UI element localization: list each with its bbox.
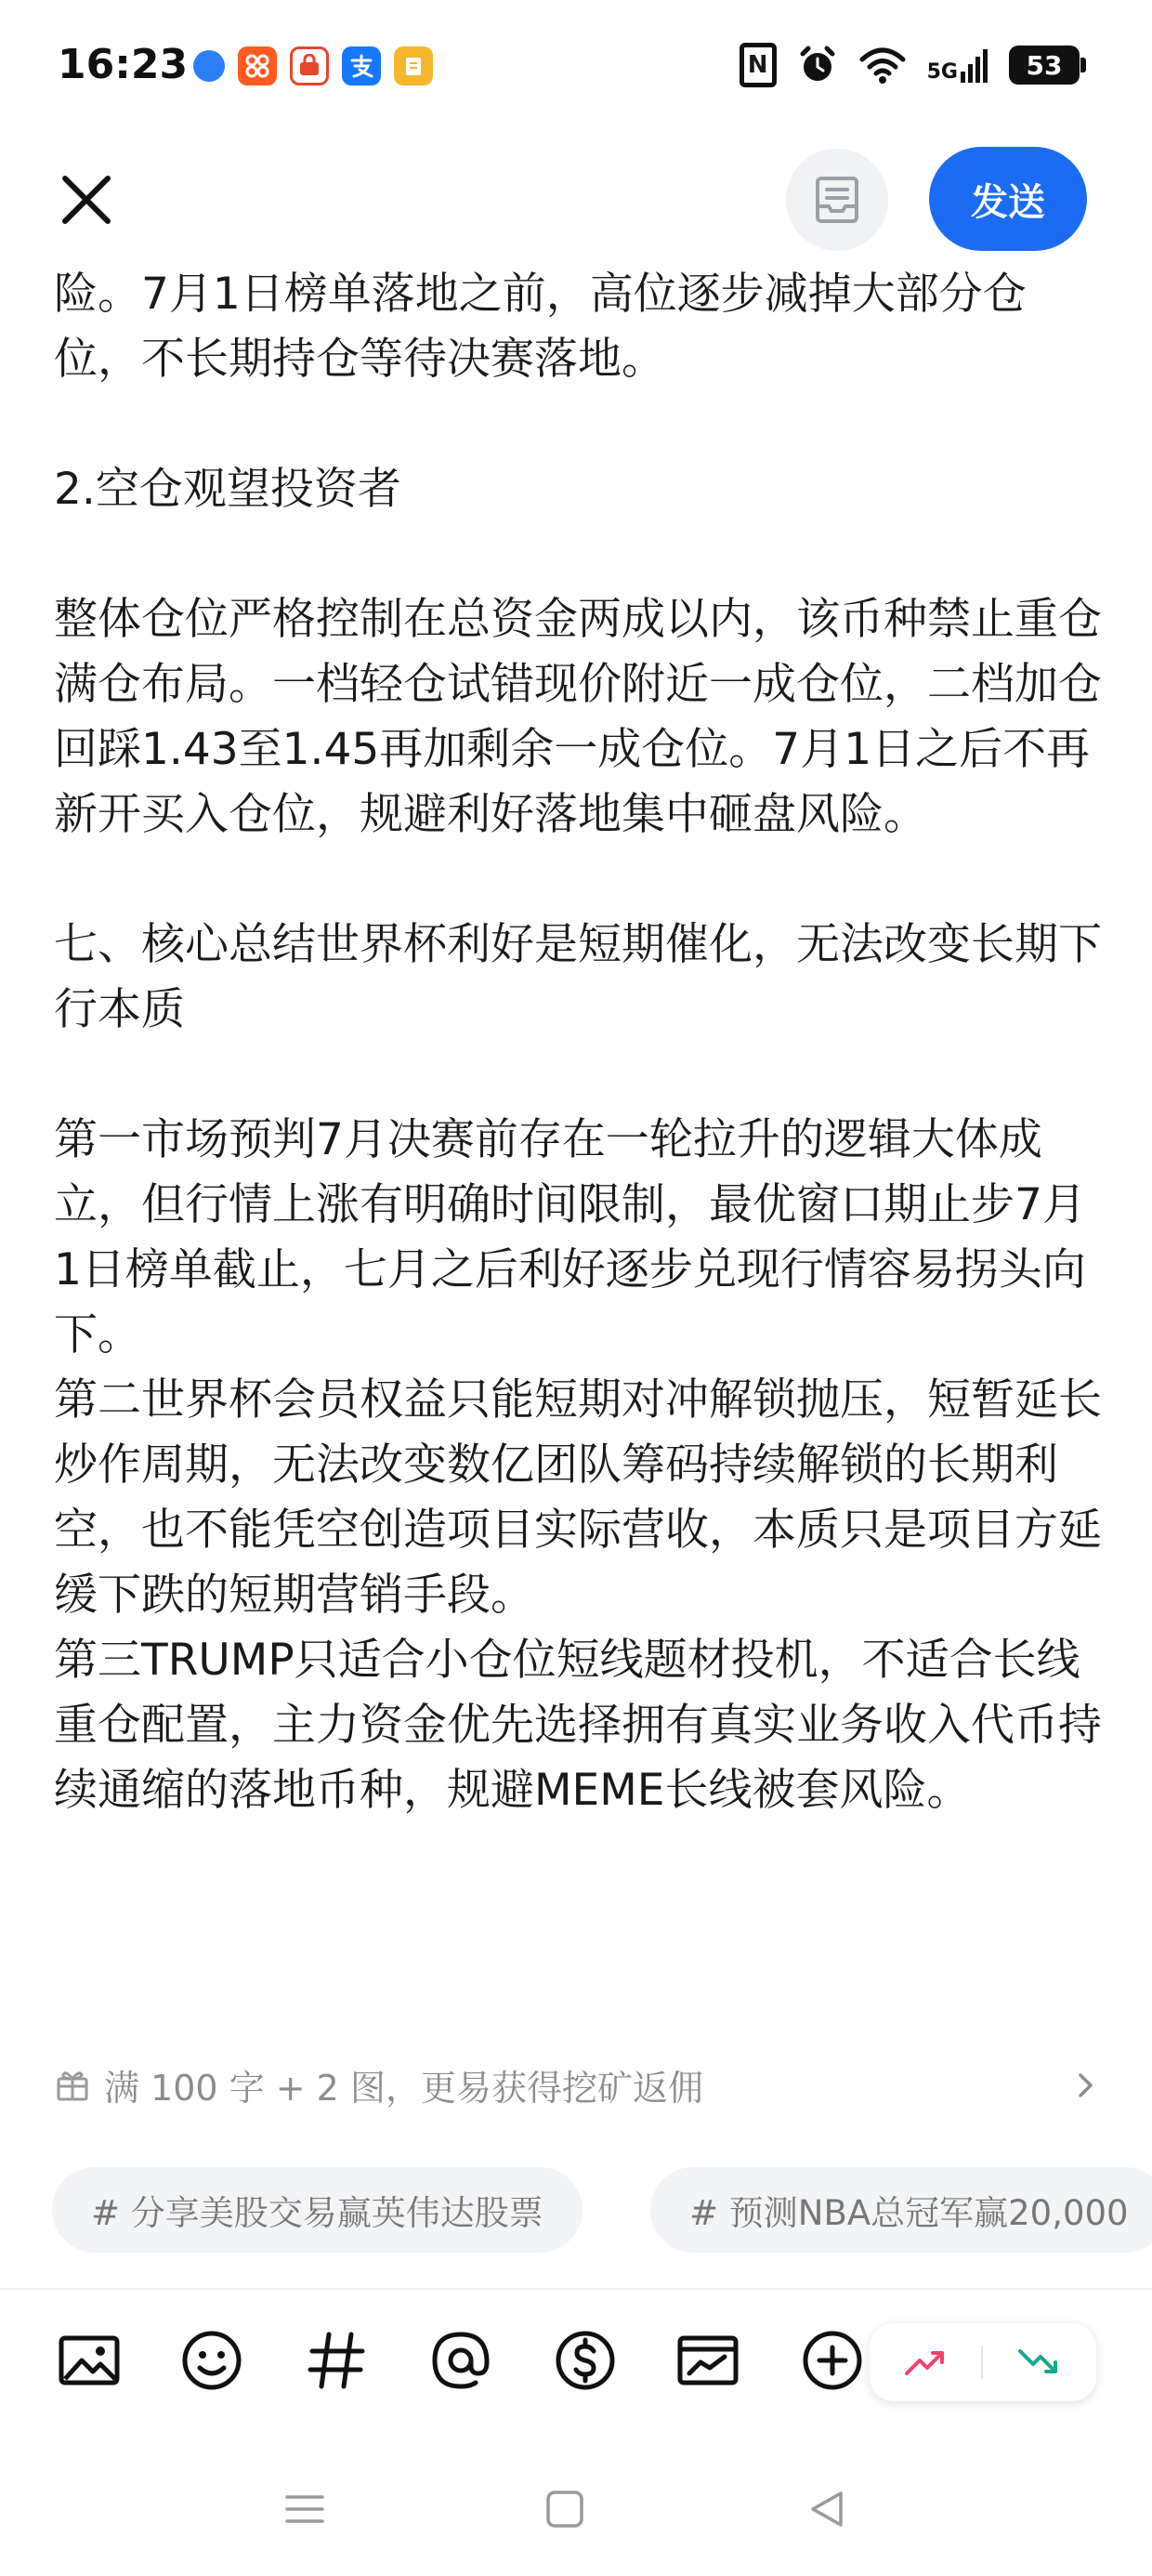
nav-home-button[interactable] [537,2481,593,2537]
editor-paragraph-3: 整体仓位严格控制在总资金两成以内，该币种禁止重仓满仓布局。一档轻仓试错现价附近一成仓位，二档加仓回踩1.43至1.45再加剩余一成仓位。7月1日之后不再新开买入仓位，规避利好落地集中砸盘风险。 [54,594,1102,840]
alipay-icon [342,46,381,85]
chart-card-icon [674,2327,741,2394]
wifi-icon [858,46,907,84]
topic-chip-nba[interactable]: # 预测NBA总冠军赢20,000 [650,2167,1152,2253]
editor-blank-line [54,1043,1104,1108]
insert-image-button[interactable] [52,2323,126,2398]
status-bar [0,0,1152,130]
gift-icon [54,2066,91,2103]
editor-paragraph-1: 险。7月1日榜单落地之前，高位逐步减掉大部分仓位，不长期持仓等待决赛落地。 [54,269,1027,385]
bullish-button[interactable] [870,2323,981,2401]
toolbar-divider [0,2288,1152,2290]
editor-blank-line [54,522,1104,587]
browser-icon [193,50,225,82]
alarm-icon [797,45,838,85]
nav-back-button[interactable] [799,2481,855,2537]
editor-paragraph-2: 2.空仓观望投资者 [54,464,401,515]
sentiment-toggle [870,2323,1096,2401]
rebate-hint-text: 满 100 字 + 2 图，更易获得挖矿返佣 [104,2067,703,2109]
editor-paragraph-7: 第三TRUMP只适合小仓位短线题材投机，不适合长线重仓配置，主力资金优先选择拥有真实业务收入代币持续通缩的落地币种，规避MEME长线被套风险。 [54,1635,1102,1816]
notification-icons [193,46,433,85]
back-triangle-icon [804,2486,850,2532]
dollar-coin-icon [552,2327,619,2394]
hashtag-icon [303,2327,370,2394]
post-editor[interactable] [54,262,1104,1823]
image-icon [56,2327,123,2394]
topic-suggestions [52,2167,1152,2253]
insert-topic-button[interactable] [299,2323,373,2398]
plus-circle-icon [799,2327,866,2394]
system-icons [740,43,1080,87]
drafts-inbox-icon [810,173,864,227]
trend-down-icon [1016,2344,1061,2381]
topic-chip-nvidia[interactable]: # 分享美股交易赢英伟达股票 [52,2167,583,2253]
trend-up-icon [903,2344,948,2381]
network-type: 5G [926,60,958,84]
editor-paragraph-6: 第二世界杯会员权益只能短期对冲解锁抛压，短暂延长炒作周期，无法改变数亿团队筹码持续解锁的长期利空，也不能凭空创造项目实际营收，本质只是项目方延缓下跌的短期营销手段。 [54,1374,1102,1621]
menu-icon [281,2486,328,2532]
battery-icon: 53 [1009,46,1080,85]
editor-paragraph-5: 第一市场预判7月决赛前存在一轮拉升的逻辑大体成立，但行情上涨有明确时间限制，最优窗口期止步7月1日榜单截止，七月之后利好逐步兑现行情容易拐头向下。 [54,1114,1086,1360]
clock-time: 16:23 [58,41,189,88]
rebate-hint-row[interactable] [54,2052,1104,2117]
send-button[interactable]: 发送 [929,147,1087,251]
insert-chart-button[interactable] [671,2323,745,2398]
app-grid-icon [238,46,277,85]
mention-button[interactable] [424,2323,498,2398]
shopping-icon [290,46,329,85]
insert-coin-button[interactable] [548,2323,622,2398]
cellular-signal-icon [927,47,988,83]
notes-icon [394,46,433,85]
home-square-icon [542,2486,588,2532]
insert-emoji-button[interactable] [175,2323,249,2398]
close-icon [54,167,119,232]
at-mention-icon [427,2327,494,2394]
close-button[interactable] [54,167,119,232]
drafts-button[interactable] [786,149,888,251]
nfc-icon: N [740,43,777,87]
nav-menu-button[interactable] [277,2481,333,2537]
more-options-button[interactable] [795,2323,870,2398]
chevron-right-icon [1067,2067,1104,2104]
editor-paragraph-4: 七、核心总结世界杯利好是短期催化，无法改变长期下行本质 [54,919,1102,1035]
bearish-button[interactable] [983,2323,1094,2401]
editor-blank-line [54,392,1104,457]
editor-blank-line [54,848,1104,913]
emoji-icon [178,2327,245,2394]
